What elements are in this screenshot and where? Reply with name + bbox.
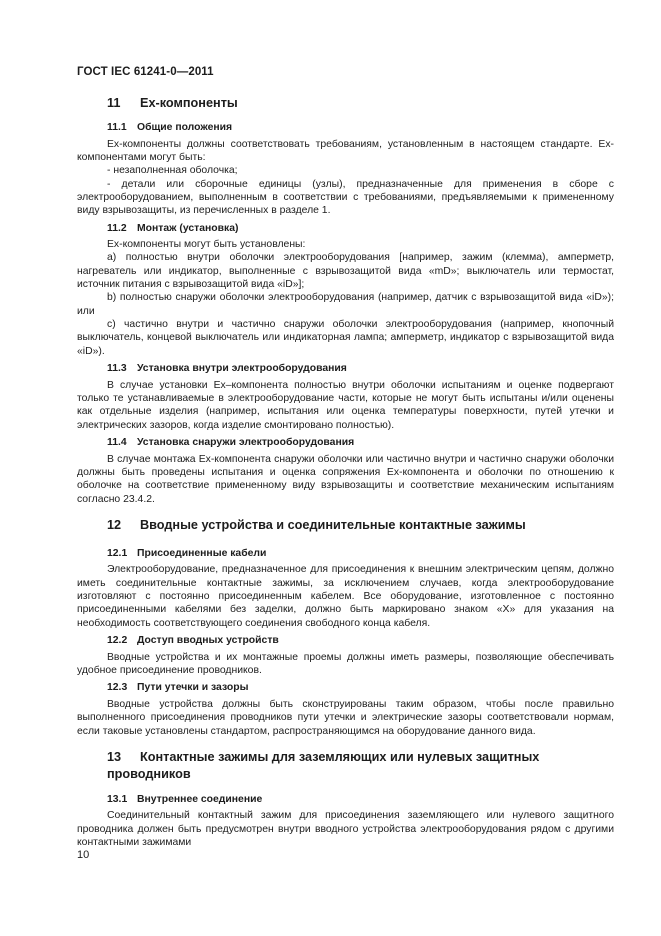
section-heading-13 bbox=[77, 749, 614, 783]
subsection-heading-12-3 bbox=[77, 681, 614, 695]
paragraph: Электрооборудование, предназначенное для присоединения к внешним электрическим цепям, должно иметь соединительные контактные зажимы, за исключением случаев, когда электрооборудование изготовляют с постоянно присоединенным кабелем. Все оборудование, изготовленное с постоянно присоединенными кабелями без заделки, должно быть маркировано знаком «X» для указания на необходимость соответствующего соединения свободного конца кабеля. bbox=[77, 564, 614, 629]
paragraph: Вводные устройства и их монтажные проемы должны иметь размеры, позволяющие обеспечивать удобное присоединение проводников. bbox=[77, 651, 614, 676]
paragraph: Вводные устройства должны быть сконструированы таким образом, чтобы после правильно выполненного присоединения проводников пути утечки и электрические зазоры соответствовали нормам, если таковые установлены стандартом, распространяющимся на оборудование данного вида. bbox=[77, 698, 614, 737]
document-header: ГОСТ IEC 61241-0—2011 bbox=[77, 66, 214, 78]
section-heading-11 bbox=[77, 95, 614, 112]
subsection-heading-11-3 bbox=[77, 362, 614, 376]
paragraph: Ex-компоненты могут быть установлены: bbox=[107, 239, 306, 251]
subsection-number: 13.1 bbox=[107, 793, 128, 805]
subsection-heading-12-2 bbox=[77, 634, 614, 648]
subsection-heading-11-2 bbox=[77, 222, 614, 236]
subsection-heading-12-1 bbox=[77, 547, 614, 561]
section-heading-12 bbox=[77, 517, 614, 534]
document-body bbox=[77, 95, 614, 853]
subsection-number: 11.4 bbox=[107, 437, 127, 449]
subsection-heading-11-1 bbox=[77, 121, 614, 135]
page-number: 10 bbox=[77, 849, 90, 861]
section-number: 11 bbox=[107, 96, 121, 110]
section-title: Вводные устройства и соединительные контактные зажимы bbox=[140, 517, 526, 532]
paragraph: В случае установки Ex–компонента полностью внутри оболочки испытаниям и оценке подвергают только те устанавливаемые в электрооборудование части, которые не могут быть испытаны и/или оценены как отдельные изделия (например, испытания или оценка температуры поверхности, путей утечки и электрических зазоров, когда изделие смонтировано полностью). bbox=[77, 379, 614, 431]
section-title: Ex-компоненты bbox=[140, 96, 238, 110]
section-number: 13 bbox=[107, 749, 122, 764]
subsection-title: Внутреннее соединение bbox=[137, 793, 263, 805]
subsection-number: 11.3 bbox=[107, 363, 127, 375]
paragraph: - детали или сборочные единицы (узлы), предназначенные для применения в сборе с электрооборудованием, выполненным в соответствии с требованиями, предъявляемыми к примененному виду взрывозащиты, из перечисленных в разделе 1. bbox=[77, 178, 614, 217]
paragraph: Ex-компоненты должны соответствовать требованиям, установленным в настоящем стандарте. Ex-компонентами могут быть: bbox=[77, 138, 614, 163]
subsection-number: 12.3 bbox=[107, 682, 128, 694]
paragraph: В случае монтажа Ex-компонента снаружи оболочки или частично внутри и частично снаружи оболочки должны быть проведены испытания и оценка сопряжения Ex-компонента и оболочки по отношению к оболочке на соответствие примененному виду взрывозащиты и соответствие механическим испытаниям согласно 23.4.2. bbox=[77, 453, 614, 505]
section-number: 12 bbox=[107, 517, 122, 532]
paragraph: Соединительный контактный зажим для присоединения заземляющего или нулевого защитного проводника должен быть предусмотрен внутри вводного устройства электрооборудования рядом с другими контактными зажимами bbox=[77, 810, 614, 849]
subsection-title: Доступ вводных устройств bbox=[137, 635, 279, 647]
subsection-title: Общие положения bbox=[137, 122, 233, 133]
subsection-number: 12.1 bbox=[107, 547, 128, 559]
paragraph: - незаполненная оболочка; bbox=[107, 165, 238, 177]
subsection-title: Присоединенные кабели bbox=[137, 547, 267, 559]
subsection-title: Установка внутри электрооборудования bbox=[137, 363, 347, 375]
subsection-number: 12.2 bbox=[107, 635, 128, 647]
list-item: a) полностью внутри оболочки электрооборудования [например, зажим (клемма), амперметр, нагреватель или индикатор, выполненные с взрывозащитой вида «mD»; выключатель или термостат, источник питания с взрывозащитой вида «iD»]; bbox=[77, 252, 614, 291]
subsection-title: Монтаж (установка) bbox=[137, 222, 239, 234]
subsection-title: Установка снаружи электрооборудования bbox=[137, 437, 355, 449]
subsection-heading-11-4 bbox=[77, 436, 614, 450]
section-title-line-1: Контактные зажимы для заземляющих или нулевых защитных bbox=[140, 749, 540, 764]
list-item: b) полностью снаружи оболочки электрооборудования (например, датчик с взрывозащитой вида «iD»); или bbox=[77, 292, 614, 317]
subsection-number: 11.2 bbox=[107, 222, 127, 234]
list-item: c) частично внутри и частично снаружи оболочки электрооборудования (например, кнопочный выключатель, концевой выключатель или индикаторная лампа; амперметр, индикатор с взрывозащитой вида «iD»). bbox=[77, 319, 614, 357]
subsection-heading-13-1 bbox=[77, 793, 614, 807]
subsection-number: 11.1 bbox=[107, 122, 127, 133]
subsection-title: Пути утечки и зазоры bbox=[137, 682, 249, 694]
section-title-line-2: проводников bbox=[107, 766, 191, 781]
